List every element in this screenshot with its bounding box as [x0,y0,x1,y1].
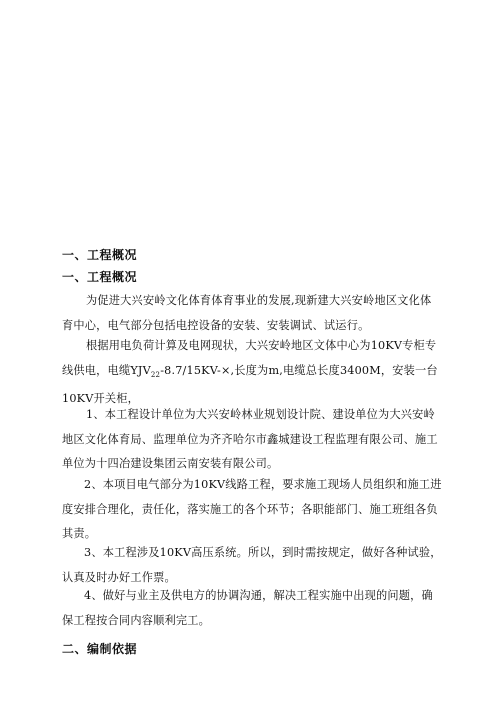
text-line: 线供电，电缆$YJV_{22}-8.7/15KV-\times$,长度为m,电缆总长度3400M，安装一台 [62,363,438,379]
text-line: 为促进大兴安岭文化体育体育事业的发展,现新建大兴安岭地区文化体 [86,294,432,307]
paragraph-power-supply [62,334,442,412]
text-line: 保工程按合同内容顺利完工。 [62,613,211,627]
section-heading-overview-2: 一、工程概况 [62,270,138,284]
text-line: 单位为十四冶建设集团云南安装有限公司。 [62,457,279,470]
paragraph-item-3 [62,541,442,590]
paragraph-intro [62,289,442,338]
text-line: 3、本工程涉及10KV高压系统。所以，到时需按规定，做好各种试验， [84,546,442,559]
text-line: 其责。 [62,527,97,540]
text-line: 2、本项目电气部分为10KV线路工程，要求施工现场人员组织和施工进 [84,478,442,491]
text-line: 地区文化体育局、监理单位为齐齐哈尔市鑫城建设工程监理有限公司、施工 [62,432,438,446]
text-line: 10KV开关柜， [62,392,140,406]
paragraph-item-4 [62,584,442,633]
text-line: 认真及时办好工作票。 [62,570,176,584]
text-line: 1、本工程设计单位为大兴安岭林业规划设计院、建设单位为大兴安岭 [86,408,435,421]
section-heading-basis: 二、编制依据 [62,642,138,656]
text-line: 4、做好与业主及供电方的协调沟通，解决工程实施中出现的问题，确 [84,589,433,602]
section-heading-overview-1: 一、工程概况 [62,248,138,262]
text-line: 度安排合理化，责任化，落实施工的各个环节；各职能部门、施工班组各负 [62,502,438,516]
paragraph-item-1 [62,403,442,477]
text-line: 根据用电负荷计算及电网现状，大兴安岭地区文体中心为10KV专柜专 [86,339,437,352]
text-line: 育中心，电气部分包括电控设备的安装、安装调试、试运行。 [62,318,370,332]
paragraph-item-2 [62,473,442,547]
